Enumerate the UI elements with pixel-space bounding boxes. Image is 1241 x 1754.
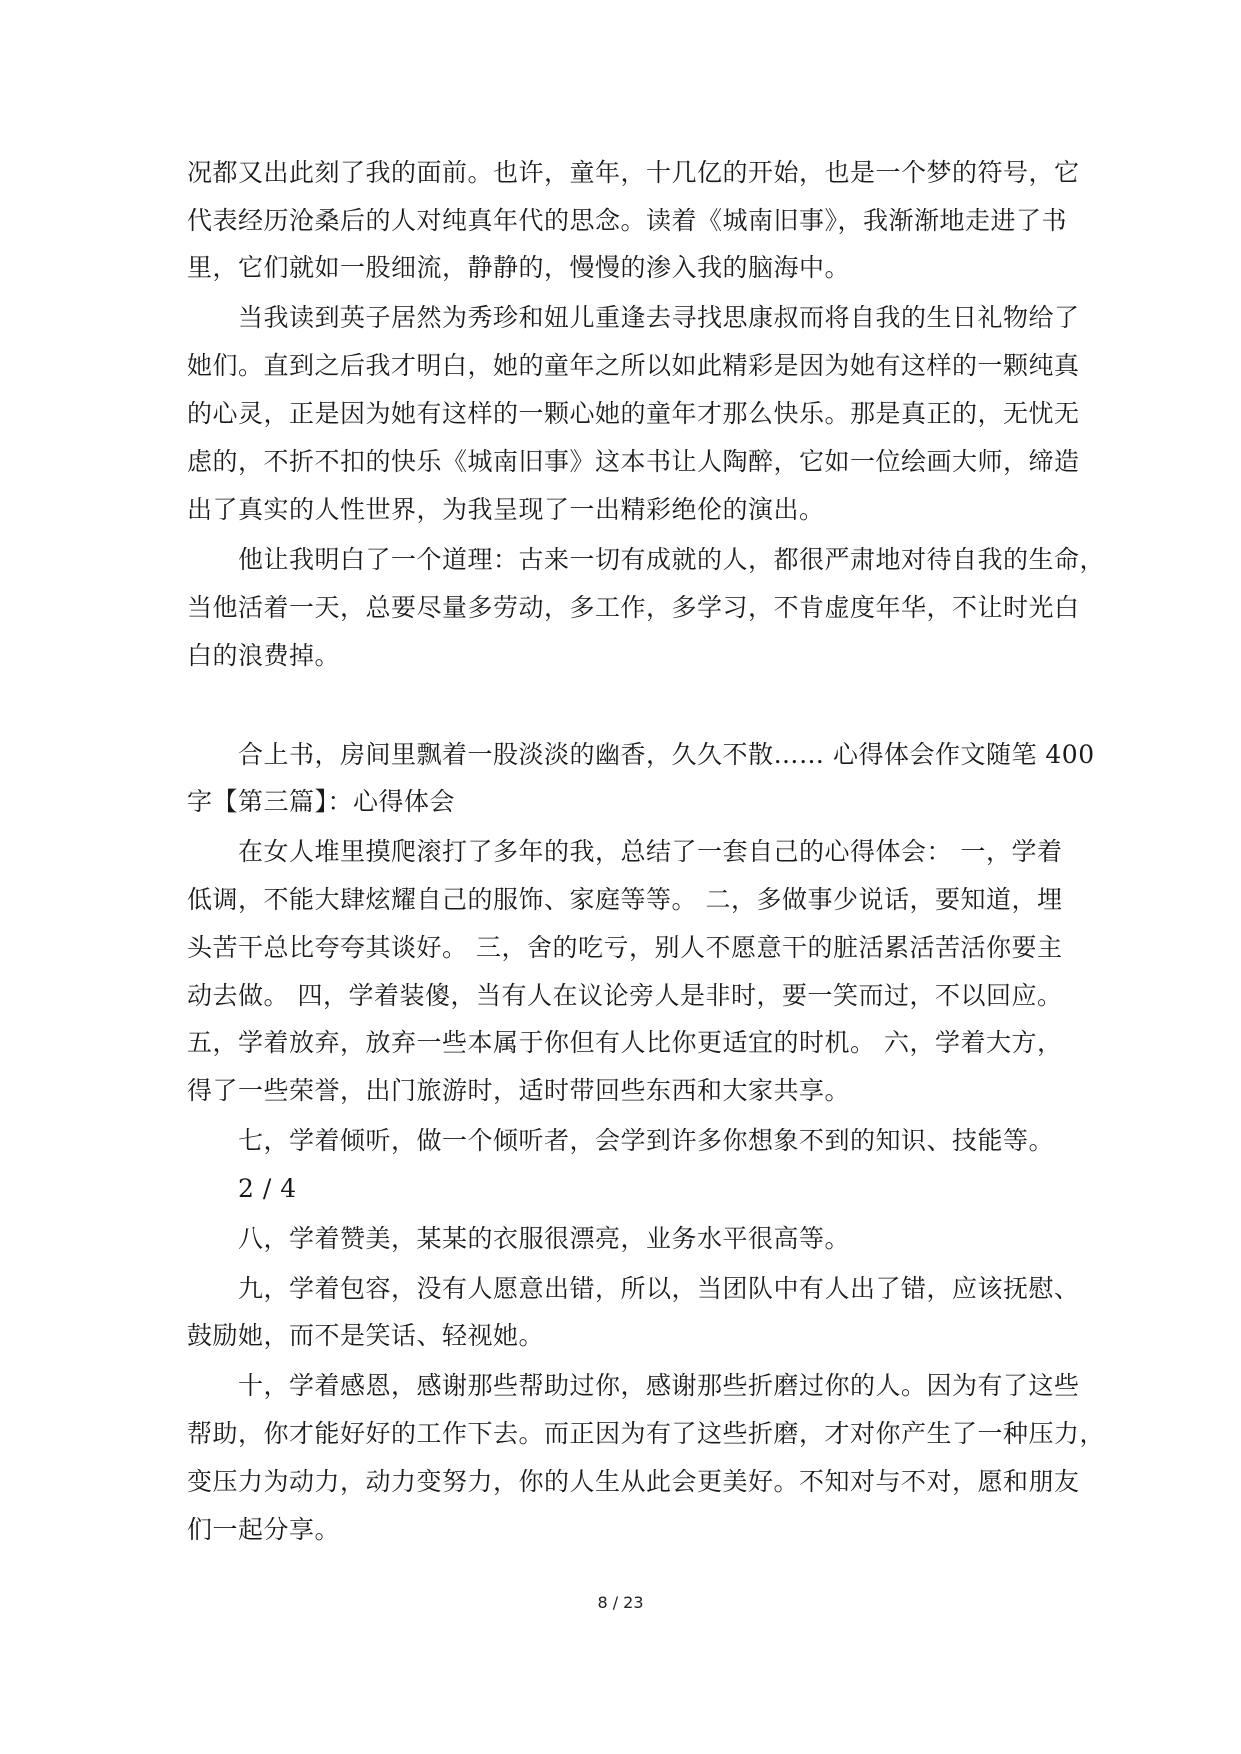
- text-line: 十，学着感恩，感谢那些帮助过你，感谢那些折磨过你的人。因为有了这些: [238, 1371, 1080, 1400]
- text-line: 字【第三篇】：心得体会: [187, 787, 456, 816]
- text-line: 鼓励她，而不是笑话、轻视她。: [187, 1321, 545, 1350]
- text-line: 里，它们就如一股细流，静静的，慢慢的渗入我的脑海中。: [187, 253, 851, 282]
- text-line: 的心灵，正是因为她有这样的一颗心她的童年才那么快乐。那是真正的，无忧无: [187, 399, 1080, 428]
- text-line: 当我读到英子居然为秀珍和妞儿重逢去寻找思康叔而将自我的生日礼物给了: [238, 303, 1080, 332]
- text-line: 七，学着倾听，做一个倾听者，会学到许多你想象不到的知识、技能等。: [238, 1126, 1055, 1155]
- page-number: 8 / 23: [597, 1593, 644, 1612]
- text-line: 帮助，你才能好好的工作下去。而正因为有了这些折磨，才对你产生了一种压力，: [187, 1419, 1106, 1448]
- text-line: 她们。直到之后我才明白，她的童年之所以如此精彩是因为她有这样的一颗纯真: [187, 351, 1080, 380]
- text-line: 变压力为动力，动力变努力，你的人生从此会更美好。不知对与不对，愿和朋友: [187, 1467, 1080, 1496]
- text-line: 况都又出此刻了我的面前。也许，童年，十几亿的开始，也是一个梦的符号，它: [187, 158, 1080, 187]
- text-line: 白的浪费掉。: [187, 641, 341, 670]
- text-line: 出了真实的人性世界，为我呈现了一出精彩绝伦的演出。: [187, 495, 825, 524]
- text-line: 当他活着一天，总要尽量多劳动，多工作，多学习，不肯虚度年华，不让时光白: [187, 593, 1080, 622]
- text-line: 他让我明白了一个道理：古来一切有成就的人，都很严肃地对待自我的生命，: [238, 545, 1106, 574]
- text-line: 们一起分享。: [187, 1515, 341, 1544]
- text-line: 代表经历沧桑后的人对纯真年代的思念。读着《城南旧事》，我渐渐地走进了书: [187, 206, 1068, 235]
- text-line: 虑的，不折不扣的快乐《城南旧事》这本书让人陶醉，它如一位绘画大师，缔造: [187, 447, 1080, 476]
- text-line: 五，学着放弃，放弃一些本属于你但有人比你更适宜的时机。 六，学着大方，: [187, 1028, 1063, 1057]
- text-line: 动去做。 四，学着装傻，当有人在议论旁人是非时，要一笑而过，不以回应。: [187, 981, 1063, 1010]
- text-line: 头苦干总比夸夸其谈好。 三，舍的吃亏，别人不愿意干的脏活累活苦活你要主: [187, 933, 1063, 962]
- text-line: 九，学着包容，没有人愿意出错，所以，当团队中有人出了错，应该抚慰、: [238, 1274, 1080, 1303]
- text-line: 在女人堆里摸爬滚打了多年的我，总结了一套自己的心得体会： 一，学着: [238, 837, 1063, 866]
- text-line: 低调，不能大肆炫耀自己的服饰、家庭等等。 二，多做事少说话，要知道，埋: [187, 885, 1063, 914]
- inner-page-number: 2 / 4: [238, 1174, 297, 1203]
- text-line: 八，学着赞美，某某的衣服很漂亮，业务水平很高等。: [238, 1224, 851, 1253]
- text-line: 得了一些荣誉，出门旅游时，适时带回些东西和大家共享。: [187, 1076, 851, 1105]
- text-line: 合上书，房间里飘着一股淡淡的幽香，久久不散…… 心得体会作文随笔 400: [238, 740, 1095, 769]
